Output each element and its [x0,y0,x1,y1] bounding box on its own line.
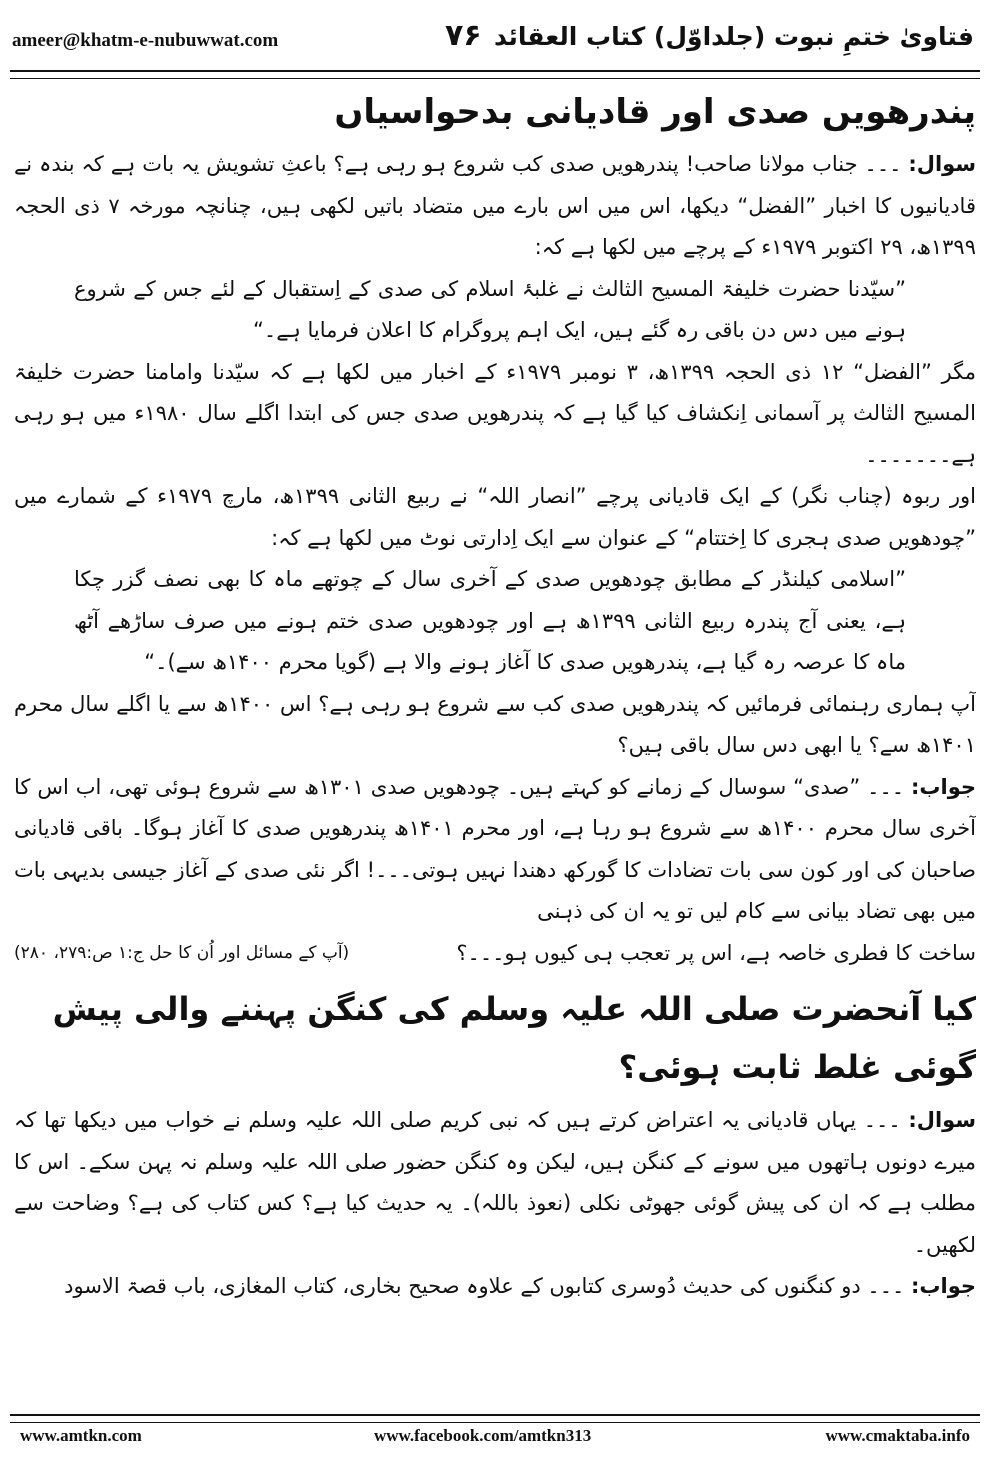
answer-text: ۔۔۔ ”صدی“ سوسال کے زمانے کو کہتے ہیں۔ چودھویں صدی ۱۳۰۱ھ سے شروع ہوئی تھی، اب اس کا آخری سال محرم ۱۴۰۰ھ سے شروع ہو رہا ہے، اور محرم ۱۴۰۱ھ پندرھویں صدی کا آغاز ہوگا۔ باقی قادیانی صاحبان کی اور کون سی بات تضادات کا گورکھ دھندا نہیں ہوتی۔۔۔! اگر نئی صدی کے آغاز جیسی بدیہی بات میں بھی تضاد بیانی سے کام لیں تو یہ ان کی ذہنی [14,774,976,923]
section1-title: پندرھویں صدی اور قادیانی بدحواسیاں [334,92,976,132]
section1-answer [14,767,976,933]
answer-end-line [14,933,976,975]
section2-answer [14,1266,976,1308]
page-content [14,86,976,1406]
footer-link-right[interactable]: www.cmaktaba.info [825,1426,970,1445]
question-text: ۔۔۔ جناب مولانا صاحب! پندرھویں صدی کب شروع ہو رہی ہے؟ باعثِ تشویش یہ بات ہے کہ بندہ نے قادیانیوں کا اخبار ”الفضل“ دیکھا، اس میں اس بارے میں متضاد باتیں لکھی ہیں، چنانچہ مورخہ ۷ ذی الحجہ ۱۳۹۹ھ، ۲۹ اکتوبر ۱۹۷۹ء کے پرچے میں لکھا ہے کہ: [14,152,976,259]
section1-para3: اور ربوہ (چناب نگر) کے ایک قادیانی پرچے ”انصار اللہ“ نے ربیع الثانی ۱۳۹۹ھ، مارچ ۱۹۷۹ء کے شمارے میں ”چودھویں صدی ہجری کا اِختتام“ کے عنوان سے ایک اِدارتی نوٹ میں لکھا ہے کہ: [14,484,976,550]
question-text-2: ۔۔۔ یہاں قادیانی یہ اعتراض کرتے ہیں کہ نبی کریم صلی اللہ علیہ وسلم نے خواب میں دیکھا تھا کہ میرے دونوں ہاتھوں میں سونے کے کنگن ہیں، لیکن وہ کنگن حضور صلی اللہ علیہ وسلم نہ پہن سکے۔ اس کا مطلب ہے کہ ان کی پیش گوئی جھوٹی نکلی (نعوذ باللہ)۔ یہ حدیث کیا ہے؟ کس کتاب کی ہے؟ وضاحت سے لکھیں۔ [14,1108,976,1257]
book-title: فتاویٰ ختمِ نبوت (جلداوّل) کتاب العقائد [494,22,974,51]
reference: (آپ کے مسائل اور اُن کا حل ج:۱ ص:۲۷۹، ۲۸۰) [14,942,350,963]
section2-question [14,1100,976,1266]
header-email: ameer@khatm-e-nubuwwat.com [12,30,279,51]
footer-link-middle[interactable]: www.facebook.com/amtkn313 [374,1426,592,1445]
quote-block-1: ”سیّدنا حضرت خلیفۃ المسیح الثالث نے غلبۂ اسلام کی صدی کے اِستقبال کے لئے جس کے شروع ہونے میں دس دن باقی رہ گئے ہیں، ایک اہم پروگرام کا اعلان فرمایا ہے۔“ [74,276,906,342]
section2-title: کیا آنحضرت صلی اللہ علیہ وسلم کی کنگن پہننے والی پیش گوئی غلط ثابت ہوئی؟ [52,990,976,1086]
question-label-2: سوال: [908,1108,976,1132]
answer-end: ساخت کا فطری خاصہ ہے، اس پر تعجب ہی کیوں ہو۔۔۔؟ [456,940,976,965]
header-divider [10,70,980,79]
section1-question [14,144,976,269]
answer-label: جواب: [911,774,976,799]
section1-para2: مگر ”الفضل“ ۱۲ ذی الحجہ ۱۳۹۹ھ، ۳ نومبر ۱۹۷۹ء کے اخبار میں لکھا ہے کہ سیّدنا وامامنا حضرت خلیفۃ المسیح الثالث پر آسمانی اِنکشاف کیا گیا ہے کہ پندرھویں صدی جس کی ابتدا اگلے سال ۱۹۸۰ء میں ہو رہی ہے۔۔۔۔۔۔۔ [14,359,976,467]
question-label: سوال: [908,152,976,176]
answer-text-2: ۔۔۔ دو کنگنوں کی حدیث دُوسری کتابوں کے علاوہ صحیح بخاری، کتاب المغازی، باب قصۃ الاسود [64,1274,905,1298]
page-number: ۷۶ [445,18,482,53]
footer-divider [10,1414,980,1423]
quote-block-2: ”اسلامی کیلنڈر کے مطابق چودھویں صدی کے آخری سال کے چوتھے ماہ کا بھی نصف گزر چکا ہے، یعنی آج پندرہ ربیع الثانی ۱۳۹۹ھ ہے اور چودھویں صدی ختم ہونے میں صرف ساڑھے آٹھ ماہ کا عرصہ رہ گیا ہے، پندرھویں صدی کا آغاز ہونے والا ہے (گویا محرم ۱۴۰۰ھ سے)۔“ [74,567,906,674]
section1-para4: آپ ہماری رہنمائی فرمائیں کہ پندرھویں صدی کب سے شروع ہو رہی ہے؟ اس ۱۴۰۰ھ سے یا اگلے سال محرم ۱۴۰۱ھ سے؟ یا ابھی دس سال باقی ہیں؟ [14,691,976,757]
answer-label-2: جواب: [911,1274,976,1298]
page-footer [14,1424,976,1450]
footer-link-left[interactable]: www.amtkn.com [20,1426,142,1445]
page-header [10,14,980,70]
